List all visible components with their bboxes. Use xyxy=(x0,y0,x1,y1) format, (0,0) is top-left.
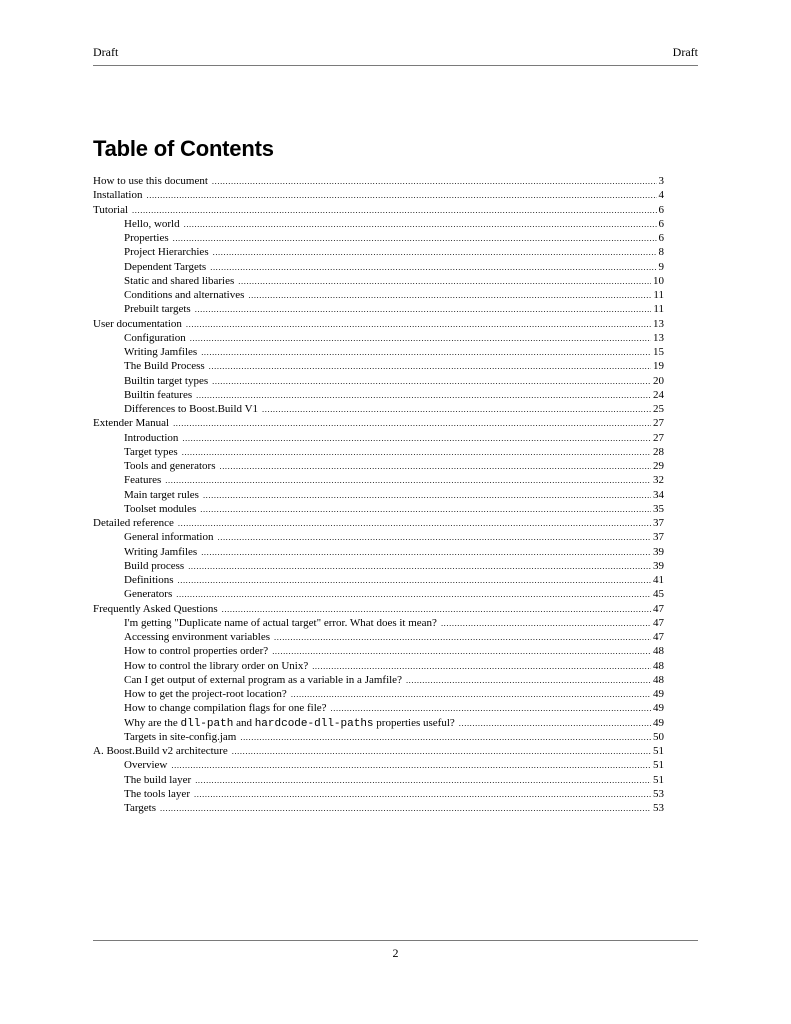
toc-entry[interactable] xyxy=(93,530,664,544)
toc-entry-title[interactable]: Extender Manual xyxy=(93,417,170,430)
toc-page-number[interactable]: 48 xyxy=(653,673,664,686)
toc-entry[interactable] xyxy=(93,701,664,715)
toc-entry[interactable] xyxy=(93,402,664,416)
toc-page-number[interactable]: 39 xyxy=(653,559,664,572)
toc-entry-title[interactable]: Conditions and alternatives xyxy=(124,289,245,301)
toc-page-number[interactable]: 6 xyxy=(658,232,664,244)
toc-entry-title[interactable]: How to control the library order on Unix? xyxy=(124,659,309,672)
toc-dot-leader xyxy=(203,488,651,502)
header-left-label: Draft xyxy=(93,45,119,59)
toc-dot-leader xyxy=(272,644,651,658)
table-of-contents xyxy=(93,174,664,815)
toc-page-number[interactable]: 35 xyxy=(653,502,664,515)
toc-page-number[interactable]: 45 xyxy=(653,588,664,601)
toc-text-part: Why are the xyxy=(124,716,181,729)
toc-entry-title[interactable]: I'm getting "Duplicate name of actual target" error. What does it mean? xyxy=(124,616,437,629)
toc-dot-leader xyxy=(195,773,651,787)
toc-entry-title[interactable]: Properties xyxy=(124,232,169,244)
toc-dot-leader xyxy=(232,744,651,758)
toc-dot-leader xyxy=(201,345,651,359)
toc-entry[interactable] xyxy=(93,359,664,373)
toc-entry[interactable] xyxy=(93,274,664,288)
toc-entry[interactable] xyxy=(93,388,664,402)
toc-page-number[interactable]: 8 xyxy=(658,246,664,259)
toc-entry[interactable] xyxy=(93,602,664,616)
toc-entry[interactable] xyxy=(93,716,664,730)
toc-entry[interactable] xyxy=(93,801,664,815)
toc-entry[interactable] xyxy=(93,758,664,772)
toc-dot-leader xyxy=(173,231,657,245)
toc-page-number[interactable]: 51 xyxy=(653,773,664,786)
toc-entry-title[interactable]: Can I get output of external program as a variable in a Jamfile? xyxy=(124,673,402,686)
toc-entry-title[interactable]: General information xyxy=(124,531,214,544)
toc-page-number[interactable]: 27 xyxy=(653,431,664,444)
toc-page-number[interactable]: 6 xyxy=(658,217,664,230)
toc-entry-title[interactable]: Introduction xyxy=(124,431,179,444)
toc-page-number[interactable]: 47 xyxy=(653,616,664,629)
page-header xyxy=(93,45,698,66)
toc-entry-title[interactable]: Tutorial xyxy=(93,203,129,216)
toc-entry-title[interactable]: Configuration xyxy=(124,331,186,344)
toc-page-number[interactable]: 29 xyxy=(653,460,664,472)
toc-entry-title[interactable]: Builtin features xyxy=(124,388,193,401)
toc-entry[interactable] xyxy=(93,445,664,459)
toc-dot-leader xyxy=(178,573,652,587)
toc-page-number[interactable]: 4 xyxy=(658,189,664,202)
toc-dot-leader xyxy=(194,787,651,801)
toc-page-number[interactable]: 50 xyxy=(653,730,664,743)
toc-entry[interactable] xyxy=(93,488,664,502)
toc-entry-title[interactable]: How to change compilation flags for one file? xyxy=(124,702,327,715)
toc-entry-title[interactable] xyxy=(124,716,455,731)
toc-entry-title[interactable]: Target types xyxy=(124,445,178,458)
toc-entry-title[interactable]: Accessing environment variables xyxy=(124,631,271,643)
toc-dot-leader xyxy=(219,459,651,473)
toc-entry[interactable] xyxy=(93,203,664,217)
toc-entry[interactable] xyxy=(93,659,664,673)
toc-page-number[interactable]: 20 xyxy=(653,374,664,387)
toc-entry[interactable] xyxy=(93,587,664,601)
toc-dot-leader xyxy=(178,516,651,530)
toc-entry-title[interactable]: Dependent Targets xyxy=(124,260,207,273)
toc-entry-title[interactable]: Features xyxy=(124,474,162,487)
toc-dot-leader xyxy=(188,559,651,573)
toc-text-part: and xyxy=(233,716,255,729)
toc-entry[interactable] xyxy=(93,431,664,445)
toc-entry[interactable] xyxy=(93,245,664,259)
page-title: Table of Contents xyxy=(93,136,274,161)
toc-dot-leader xyxy=(213,245,657,259)
toc-dot-leader xyxy=(160,801,651,815)
toc-page-number[interactable]: 37 xyxy=(653,517,664,529)
toc-entry[interactable] xyxy=(93,773,664,787)
toc-dot-leader xyxy=(222,602,651,616)
toc-entry[interactable] xyxy=(93,217,664,231)
toc-dot-leader xyxy=(195,302,652,316)
toc-entry-title[interactable]: Generators xyxy=(124,588,173,601)
toc-entry[interactable] xyxy=(93,687,664,701)
toc-dot-leader xyxy=(184,217,657,231)
toc-entry[interactable] xyxy=(93,231,664,245)
toc-dot-leader xyxy=(274,630,651,644)
toc-entry-title[interactable]: The build layer xyxy=(124,773,192,786)
toc-code-part: dll-path xyxy=(180,717,234,730)
toc-page-number[interactable]: 53 xyxy=(653,802,664,814)
toc-entry-title[interactable]: How to use this document xyxy=(93,175,208,187)
toc-page-number[interactable]: 32 xyxy=(653,474,664,487)
toc-entry[interactable] xyxy=(93,317,664,331)
toc-entry-title[interactable]: Toolset modules xyxy=(124,502,197,515)
page-footer xyxy=(93,940,698,961)
toc-page-number[interactable]: 37 xyxy=(653,531,664,544)
toc-dot-leader xyxy=(248,288,651,302)
toc-dot-leader xyxy=(171,758,651,772)
toc-entry[interactable] xyxy=(93,502,664,516)
toc-entry-title[interactable]: Definitions xyxy=(124,574,174,586)
toc-entry-title[interactable]: Installation xyxy=(93,189,143,202)
toc-page-number[interactable]: 48 xyxy=(653,645,664,658)
toc-dot-leader xyxy=(182,445,651,459)
toc-dot-leader xyxy=(331,701,651,715)
toc-entry[interactable] xyxy=(93,545,664,559)
toc-dot-leader xyxy=(212,174,657,188)
toc-entry[interactable] xyxy=(93,744,664,758)
toc-entry[interactable] xyxy=(93,374,664,388)
toc-dot-leader xyxy=(262,402,651,416)
toc-dot-leader xyxy=(459,716,651,730)
toc-entry-title[interactable]: Overview xyxy=(124,759,168,772)
toc-entry-title[interactable]: Writing Jamfiles xyxy=(124,545,198,558)
toc-entry-title[interactable]: Prebuilt targets xyxy=(124,303,191,316)
toc-entry-title[interactable]: Main target rules xyxy=(124,488,199,501)
toc-entry-title[interactable]: Detailed reference xyxy=(93,517,174,529)
toc-dot-leader xyxy=(441,616,651,630)
toc-entry-title[interactable]: Tools and generators xyxy=(124,460,216,472)
toc-page-number[interactable]: 11 xyxy=(653,289,664,301)
toc-dot-leader xyxy=(190,331,651,345)
toc-dot-leader xyxy=(238,274,651,288)
toc-page-number[interactable]: 25 xyxy=(653,403,664,415)
toc-page-number[interactable]: 27 xyxy=(653,417,664,430)
toc-dot-leader xyxy=(209,359,651,373)
toc-page-number[interactable]: 3 xyxy=(658,175,664,187)
toc-page-number[interactable]: 19 xyxy=(653,360,664,373)
toc-dot-leader xyxy=(132,203,656,217)
toc-dot-leader xyxy=(406,673,651,687)
toc-page-number[interactable]: 47 xyxy=(653,631,664,643)
toc-page-number[interactable]: 24 xyxy=(653,388,664,401)
toc-entry[interactable] xyxy=(93,730,664,744)
toc-page-number[interactable]: 13 xyxy=(653,331,664,344)
toc-page-number[interactable]: 39 xyxy=(653,545,664,558)
toc-entry-title[interactable]: Frequently Asked Questions xyxy=(93,602,218,615)
toc-dot-leader xyxy=(212,374,651,388)
toc-entry-title[interactable]: A. Boost.Build v2 architecture xyxy=(93,745,228,757)
toc-entry-title[interactable]: How to get the project-root location? xyxy=(124,688,287,700)
toc-dot-leader xyxy=(196,388,651,402)
toc-entry[interactable] xyxy=(93,331,664,345)
toc-text-part: properties useful? xyxy=(373,716,455,729)
toc-dot-leader xyxy=(186,317,651,331)
toc-dot-leader xyxy=(218,530,652,544)
toc-dot-leader xyxy=(210,260,656,274)
toc-page-number[interactable]: 49 xyxy=(653,716,664,729)
toc-entry[interactable] xyxy=(93,345,664,359)
toc-entry-title[interactable]: Targets in site-config.jam xyxy=(124,730,237,743)
toc-page-number[interactable]: 11 xyxy=(653,303,664,316)
toc-entry-title[interactable]: Hello, world xyxy=(124,217,180,230)
toc-entry-title[interactable]: The tools layer xyxy=(124,787,190,800)
toc-page-number[interactable]: 51 xyxy=(653,745,664,757)
toc-page-number[interactable]: 48 xyxy=(653,659,664,672)
toc-entry-title[interactable]: The Build Process xyxy=(124,360,205,373)
toc-dot-leader xyxy=(200,502,651,516)
toc-entry[interactable] xyxy=(93,288,664,302)
toc-entry-title[interactable]: Static and shared libaries xyxy=(124,274,235,287)
toc-entry-title[interactable]: User documentation xyxy=(93,317,182,330)
toc-dot-leader xyxy=(165,473,651,487)
toc-page-number[interactable]: 47 xyxy=(653,602,664,615)
toc-page-number[interactable]: 34 xyxy=(653,488,664,501)
toc-entry-title[interactable]: Differences to Boost.Build V1 xyxy=(124,403,259,415)
toc-entry[interactable] xyxy=(93,459,664,473)
toc-page-number[interactable]: 49 xyxy=(653,688,664,700)
toc-dot-leader xyxy=(182,431,651,445)
toc-dot-leader xyxy=(176,587,651,601)
toc-entry-title[interactable]: Build process xyxy=(124,559,185,572)
toc-entry-title[interactable]: Targets xyxy=(124,802,157,814)
toc-entry-title[interactable]: How to control properties order? xyxy=(124,645,269,658)
toc-dot-leader xyxy=(312,659,651,673)
header-right-label: Draft xyxy=(672,45,698,59)
toc-entry[interactable] xyxy=(93,673,664,687)
toc-page-number[interactable]: 10 xyxy=(653,274,664,287)
toc-code-part: hardcode-dll-paths xyxy=(254,717,374,730)
toc-entry[interactable] xyxy=(93,473,664,487)
toc-entry-title[interactable]: Builtin target types xyxy=(124,374,209,387)
toc-entry[interactable] xyxy=(93,260,664,274)
toc-entry[interactable] xyxy=(93,616,664,630)
toc-page-number[interactable]: 41 xyxy=(653,574,664,586)
toc-entry[interactable] xyxy=(93,188,664,202)
toc-entry[interactable] xyxy=(93,787,664,801)
toc-entry[interactable] xyxy=(93,416,664,430)
toc-dot-leader xyxy=(201,545,651,559)
toc-page-number[interactable]: 15 xyxy=(653,346,664,358)
toc-entry[interactable] xyxy=(93,559,664,573)
toc-page-number[interactable]: 9 xyxy=(658,260,664,273)
toc-page-number[interactable]: 6 xyxy=(658,203,664,216)
toc-page-number[interactable]: 51 xyxy=(653,759,664,772)
toc-dot-leader xyxy=(291,687,651,701)
toc-entry[interactable] xyxy=(93,174,664,188)
footer-page-number: 2 xyxy=(392,946,399,960)
toc-page-number[interactable]: 49 xyxy=(653,702,664,715)
toc-entry[interactable] xyxy=(93,516,664,530)
toc-entry-title[interactable]: Writing Jamfiles xyxy=(124,346,198,358)
toc-dot-leader xyxy=(173,416,651,430)
toc-entry[interactable] xyxy=(93,302,664,316)
toc-page-number[interactable]: 53 xyxy=(653,787,664,800)
toc-entry[interactable] xyxy=(93,573,664,587)
toc-page-number[interactable]: 13 xyxy=(653,317,664,330)
toc-entry[interactable] xyxy=(93,644,664,658)
toc-entry-title[interactable]: Project Hierarchies xyxy=(124,246,209,259)
toc-page-number[interactable]: 28 xyxy=(653,445,664,458)
toc-dot-leader xyxy=(147,188,657,202)
toc-dot-leader xyxy=(240,730,651,744)
toc-entry[interactable] xyxy=(93,630,664,644)
